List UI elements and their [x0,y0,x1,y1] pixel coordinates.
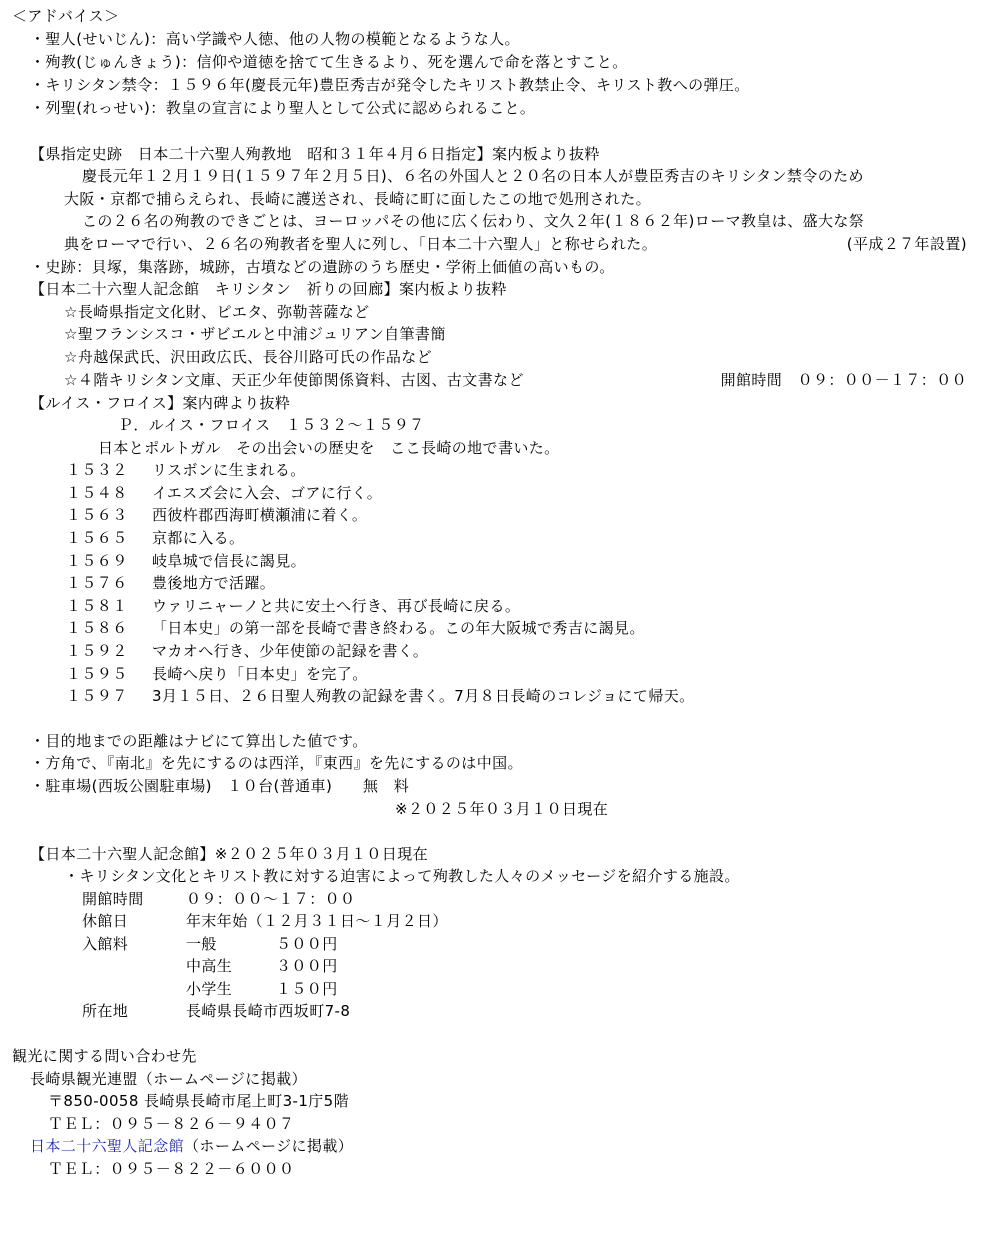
timeline-event: 京都に入る。 [152,529,245,547]
museum-info-desc: ・キリシタン文化とキリスト教に対する迫害によって殉教した人々のメッセージを紹介する施設。 [64,867,740,885]
contact-org2 [30,1136,353,1156]
fee-type: 小学生 [186,980,233,998]
closed-value: 年末年始（１２月３１日～１月２日） [186,912,448,930]
timeline-year: １５６５ [66,529,128,547]
contact-org2-suffix: （ホームページに掲載） [184,1137,354,1155]
museum-sign-item: ☆聖フランシスコ・ザビエルと中浦ジュリアン自筆書簡 [64,325,446,343]
timeline-event: イエスズ会に入会、ゴアに行く。 [152,484,383,502]
timeline-event: 3月１５日、２６日聖人殉教の記録を書く。7月８日長崎のコレジョにて帰天。 [152,687,695,705]
contact-org1-tel: ＴＥＬ：０９５－８２６－９４０７ [48,1115,295,1133]
fee-type: 一般 [186,935,217,953]
note-date: ※２０２５年０３月１０日現在 [395,800,609,818]
contact-org2-tel: ＴＥＬ：０９５－８２２－６０００ [48,1160,295,1178]
timeline-year: １５８６ [66,619,128,637]
address-value: 長崎県長崎市西坂町7-8 [186,1002,351,1020]
fee-label: 入館料 [82,935,129,953]
martyr-site-line: 慶長元年１２月１９日(１５９７年２月５日)、６名の外国人と２０名の日本人が豊臣秀吉のキリシタン禁令のため [82,167,864,185]
timeline-year: １５８１ [66,597,128,615]
museum-sign-item: ☆長崎県指定文化財、ピエタ、弥勒菩薩など [64,303,370,321]
timeline-event: リスボンに生まれる。 [152,461,306,479]
martyr-site-line: 大阪・京都で捕らえられ、長崎に護送され、長崎に町に面したこの地で処刑された。 [64,190,652,208]
martyr-site-heading: 【県指定史跡 日本二十六聖人殉教地 昭和３１年４月６日指定】案内板より抜粋 [30,145,600,163]
timeline-event: マカオへ行き、少年使節の記録を書く。 [152,642,429,660]
museum-sign-item: ☆舟越保武氏、沢田政広氏、長谷川路可氏の作品など [64,348,433,366]
timeline-year: １５６３ [66,506,128,524]
timeline-year: １５７６ [66,574,128,592]
timeline-event: 長崎へ戻り「日本史」を完了。 [152,665,368,683]
martyr-site-note: (平成２７年設置) [846,235,967,253]
note-item: ・駐車場(西坂公園駐車場) １０台(普通車) 無 料 [30,777,410,795]
timeline-year: １５９７ [66,687,128,705]
timeline-year: １５６９ [66,552,128,570]
timeline-year: １５３２ [66,461,128,479]
advice-item: ・列聖(れっせい)：教皇の宣言により聖人として公式に認められること。 [30,99,536,117]
fee-price: １５０円 [276,980,338,998]
shiseki-definition: ・史跡：貝塚，集落跡，城跡，古墳などの遺跡のうち歴史・学術上価値の高いもの。 [30,258,615,276]
hours-label: 開館時間 [82,890,144,908]
museum-homepage-link[interactable]: 日本二十六聖人記念館 [30,1137,185,1155]
timeline-year: １５４８ [66,484,128,502]
contact-org1-address: 〒850-0058 長崎県長崎市尾上町3-1庁5階 [48,1092,350,1110]
closed-label: 休館日 [82,912,129,930]
museum-sign-item: ☆４階キリシタン文庫、天正少年使節関係資料、古図、古文書など [64,371,524,389]
fee-price: ３００円 [276,957,338,975]
fee-type: 中高生 [186,957,233,975]
advice-heading: ＜アドバイス＞ [12,7,120,25]
contact-heading: 観光に関する問い合わせ先 [12,1047,197,1065]
note-item: ・目的地までの距離はナビにて算出した値です。 [30,732,368,750]
timeline-event: 西彼杵郡西海町横瀬浦に着く。 [152,506,368,524]
contact-org1: 長崎県観光連盟（ホームページに掲載） [30,1070,307,1088]
timeline-event: 豊後地方で活躍。 [152,574,276,592]
frois-subtitle: 日本とポルトガル その出会いの歴史を ここ長崎の地で書いた。 [98,439,560,457]
timeline-event: 「日本史」の第一部を長崎で書き終わる。この年大阪城で秀吉に謁見。 [152,619,645,637]
frois-heading: 【ルイス・フロイス】案内碑より抜粋 [30,394,291,412]
museum-sign-heading: 【日本二十六聖人記念館 キリシタン 祈りの回廊】案内板より抜粋 [30,280,507,298]
timeline-event: 岐阜城で信長に謁見。 [152,552,307,570]
hours-value: ０９：００～１７：００ [186,890,356,908]
timeline-year: １５９５ [66,665,128,683]
note-item: ・方角で、『南北』を先にするのは西洋，『東西』を先にするのは中国。 [30,754,523,772]
martyr-site-line: 典をローマで行い、２６名の殉教者を聖人に列し、「日本二十六聖人」と称せられた。 [64,235,658,253]
fee-price: ５００円 [276,935,338,953]
museum-info-heading: 【日本二十六聖人記念館】※２０２５年０３月１０日現在 [30,845,428,863]
address-label: 所在地 [82,1002,129,1020]
timeline-year: １５９２ [66,642,128,660]
advice-item: ・殉教(じゅんきょう)：信仰や道徳を捨てて生きるより、死を選んで命を落とすこと。 [30,53,628,71]
timeline-event: ウァリニャーノと共に安土へ行き、再び長崎に戻る。 [152,597,521,615]
advice-item: ・キリシタン禁令：１５９６年(慶長元年)豊臣秀吉が発令したキリスト教禁止令、キリスト教への弾圧。 [30,76,750,94]
frois-name: Ｐ．ルイス・フロイス １５３２～１５９７ [118,416,425,434]
museum-sign-hours: 開館時間 ０９：００－１７：００ [720,371,967,389]
advice-item: ・聖人(せいじん)：高い学識や人徳、他の人物の模範となるような人。 [30,30,520,48]
martyr-site-line: この２６名の殉教のできごとは、ヨーロッパその他に広く伝わり、文久２年(１８６２年)ローマ教皇は、盛大な祭 [82,212,865,230]
